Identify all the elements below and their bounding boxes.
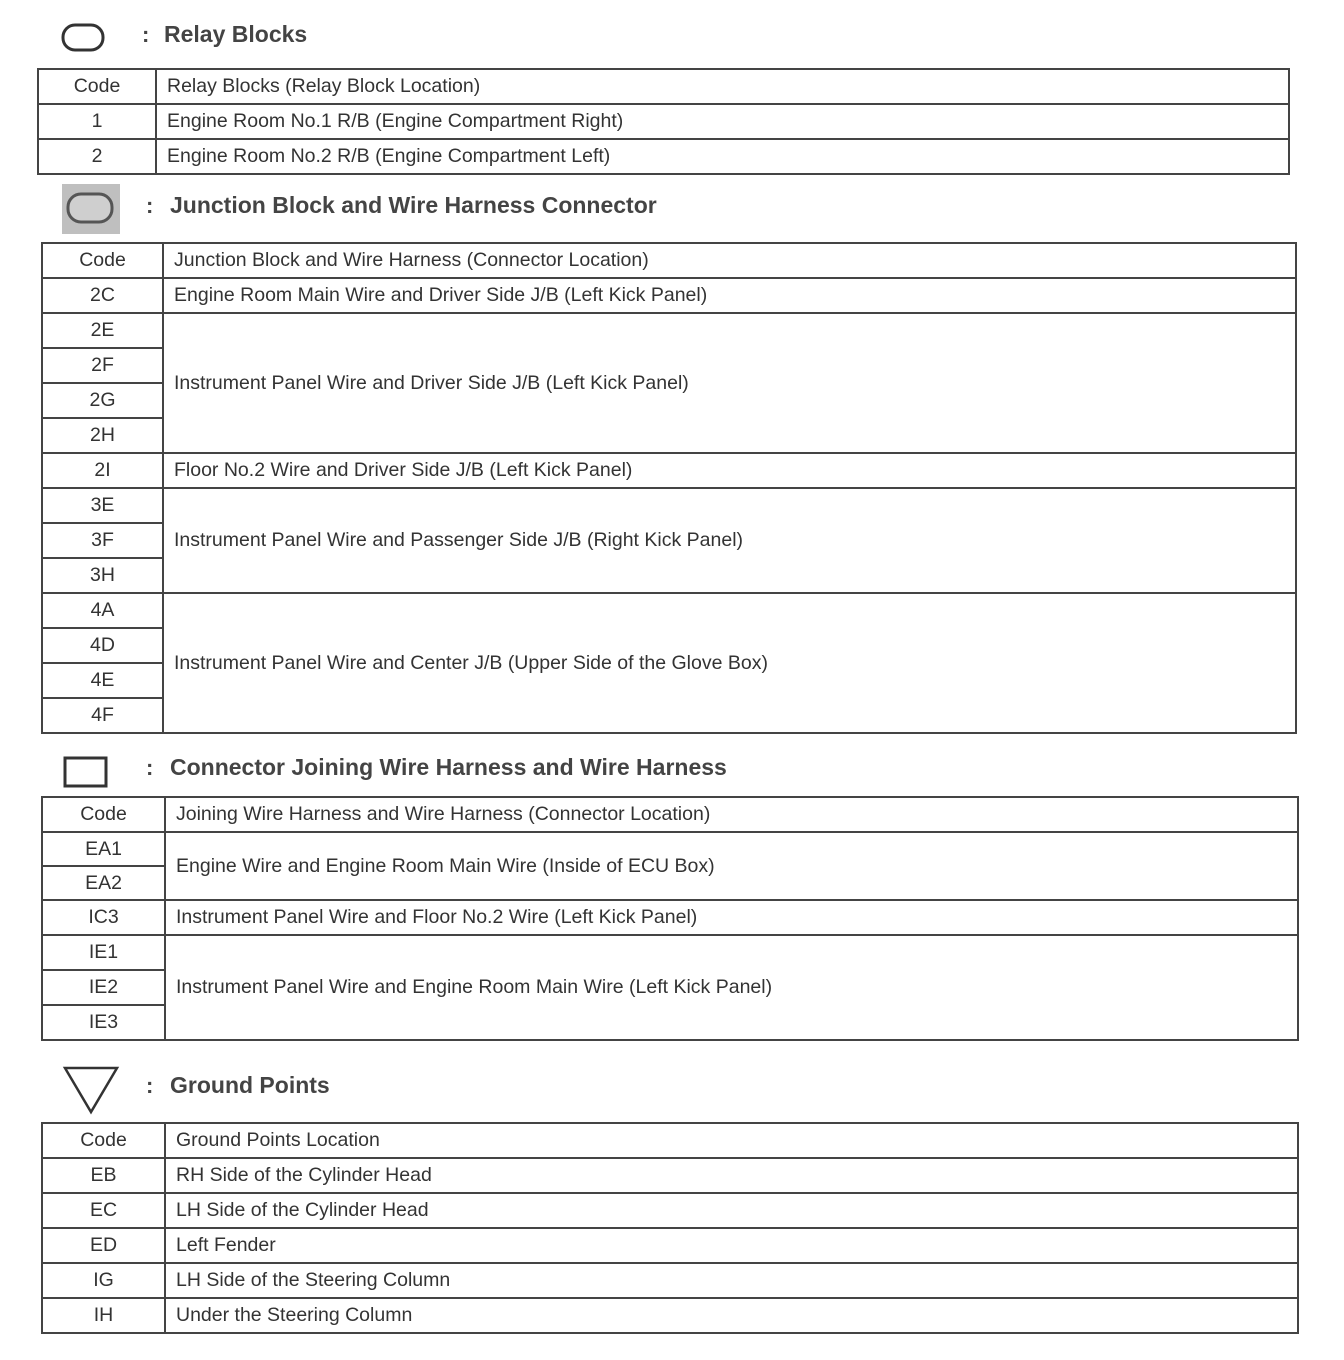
location-header: Relay Blocks (Relay Block Location) xyxy=(156,69,1289,104)
table-row xyxy=(42,593,1296,628)
location-cell: Engine Wire and Engine Room Main Wire (Inside of ECU Box) xyxy=(165,832,1298,900)
junction-section-title: Junction Block and Wire Harness Connector xyxy=(170,192,657,218)
code-cell: 2 xyxy=(38,139,156,174)
relay-blocks-table xyxy=(37,68,1290,175)
relay-block-symbol-icon xyxy=(60,20,108,56)
location-cell: Instrument Panel Wire and Floor No.2 Wire (Left Kick Panel) xyxy=(165,900,1298,935)
code-cell: EA1 xyxy=(42,832,165,866)
code-cell: IE3 xyxy=(42,1005,165,1040)
code-header: Code xyxy=(42,243,163,278)
location-header: Joining Wire Harness and Wire Harness (Connector Location) xyxy=(165,797,1298,832)
table-row xyxy=(42,488,1296,523)
code-header: Code xyxy=(42,1123,165,1158)
location-cell: Floor No.2 Wire and Driver Side J/B (Left Kick Panel) xyxy=(163,453,1296,488)
code-cell: 4A xyxy=(42,593,163,628)
code-header: Code xyxy=(38,69,156,104)
ground-colon: : xyxy=(146,1073,154,1098)
table-header-row xyxy=(42,243,1296,278)
code-cell: IE1 xyxy=(42,935,165,970)
location-header: Junction Block and Wire Harness (Connector Location) xyxy=(163,243,1296,278)
code-header: Code xyxy=(42,797,165,832)
code-cell: IH xyxy=(42,1298,165,1333)
connector-symbol-icon xyxy=(62,754,110,790)
code-cell: 2C xyxy=(42,278,163,313)
location-header: Ground Points Location xyxy=(165,1123,1298,1158)
location-cell: Left Fender xyxy=(165,1228,1298,1263)
location-cell: RH Side of the Cylinder Head xyxy=(165,1158,1298,1193)
code-cell: 3E xyxy=(42,488,163,523)
code-cell: 3H xyxy=(42,558,163,593)
table-row xyxy=(42,278,1296,313)
location-cell: LH Side of the Cylinder Head xyxy=(165,1193,1298,1228)
table-row xyxy=(42,1193,1298,1228)
ground-section-title: Ground Points xyxy=(170,1072,330,1098)
table-row xyxy=(42,1263,1298,1298)
ground-point-triangle-icon xyxy=(62,1064,122,1116)
location-cell: Instrument Panel Wire and Engine Room Main Wire (Left Kick Panel) xyxy=(165,935,1298,1040)
table-row xyxy=(42,935,1298,970)
code-cell: 2E xyxy=(42,313,163,348)
table-row xyxy=(42,1158,1298,1193)
code-cell: 2I xyxy=(42,453,163,488)
code-cell: EB xyxy=(42,1158,165,1193)
location-cell: Instrument Panel Wire and Driver Side J/B (Left Kick Panel) xyxy=(163,313,1296,453)
ground-points-table xyxy=(41,1122,1299,1334)
code-cell: 2G xyxy=(42,383,163,418)
table-header-row xyxy=(42,1123,1298,1158)
junction-colon: : xyxy=(146,193,154,218)
code-cell: 2H xyxy=(42,418,163,453)
table-row xyxy=(42,832,1298,866)
table-row xyxy=(42,1298,1298,1333)
table-row xyxy=(38,104,1289,139)
connector-colon: : xyxy=(146,755,154,780)
relay-colon: : xyxy=(142,22,150,47)
junction-block-symbol-icon xyxy=(62,184,120,234)
table-header-row xyxy=(38,69,1289,104)
location-cell: Instrument Panel Wire and Passenger Side J/B (Right Kick Panel) xyxy=(163,488,1296,593)
code-cell: 4D xyxy=(42,628,163,663)
location-cell: Engine Room Main Wire and Driver Side J/B (Left Kick Panel) xyxy=(163,278,1296,313)
table-row xyxy=(42,900,1298,935)
code-cell: 2F xyxy=(42,348,163,383)
code-cell: ED xyxy=(42,1228,165,1263)
code-cell: IE2 xyxy=(42,970,165,1005)
table-row xyxy=(42,313,1296,348)
table-row xyxy=(38,139,1289,174)
code-cell: 1 xyxy=(38,104,156,139)
location-cell: Engine Room No.2 R/B (Engine Compartment Left) xyxy=(156,139,1289,174)
code-cell: EC xyxy=(42,1193,165,1228)
table-row xyxy=(42,453,1296,488)
code-cell: 4F xyxy=(42,698,163,733)
code-cell: IC3 xyxy=(42,900,165,935)
code-cell: IG xyxy=(42,1263,165,1298)
table-row xyxy=(42,1228,1298,1263)
location-cell: Instrument Panel Wire and Center J/B (Upper Side of the Glove Box) xyxy=(163,593,1296,733)
relay-section-title: Relay Blocks xyxy=(164,21,308,47)
location-cell: Engine Room No.1 R/B (Engine Compartment Right) xyxy=(156,104,1289,139)
table-header-row xyxy=(42,797,1298,832)
location-cell: LH Side of the Steering Column xyxy=(165,1263,1298,1298)
connector-table xyxy=(41,796,1299,1041)
code-cell: EA2 xyxy=(42,866,165,900)
code-cell: 3F xyxy=(42,523,163,558)
location-cell: Under the Steering Column xyxy=(165,1298,1298,1333)
junction-block-table xyxy=(41,242,1297,734)
connector-section-title: Connector Joining Wire Harness and Wire Harness xyxy=(170,754,727,780)
code-cell: 4E xyxy=(42,663,163,698)
